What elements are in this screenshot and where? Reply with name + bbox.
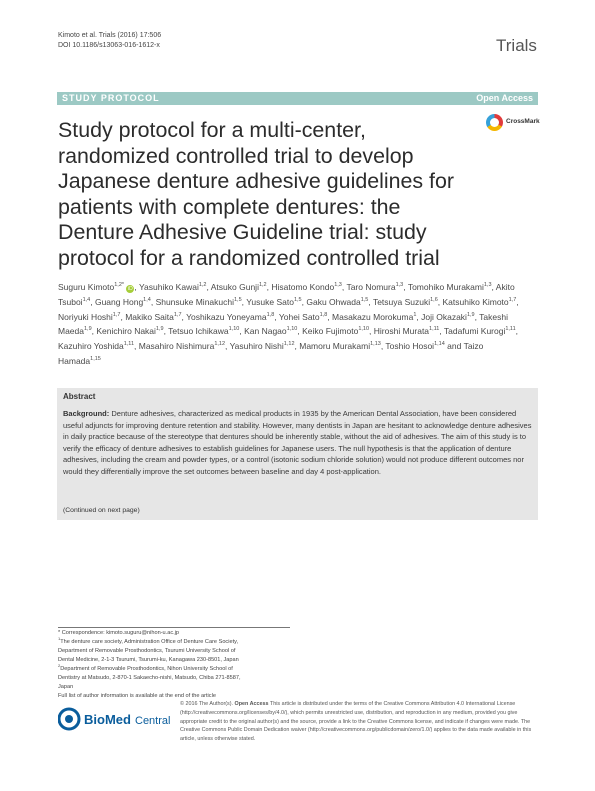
author-name[interactable]: Kan Nagao [244,326,287,337]
author-name[interactable]: Katsuhiko Kimoto [442,296,509,307]
affiliation-2-line: Japan [58,684,74,690]
author-affiliation: 1,12 [214,341,226,348]
author-affiliation: 1 [413,311,417,318]
author-affiliation: 1,13 [370,341,381,348]
author-name[interactable]: Tetsuo Ichikawa [168,326,229,337]
author-name[interactable]: Joji Okazaki [421,311,467,322]
author-affiliation: 1,5 [360,296,369,303]
doi-line: DOI 10.1186/s13063-016-1612-x [58,42,160,49]
author-name[interactable]: Keiko Fujimoto [302,326,359,337]
affiliation-2-line: Dentistry at Matsudo, 2-870-1 Sakaecho-nishi, Matsudo, Chiba 271-8587, [58,675,241,681]
author-affiliation: 1,6 [430,296,438,303]
author-affiliation: 1,8 [319,311,328,318]
author-affiliation: 1,10 [358,326,370,333]
abstract-box [57,388,538,520]
author-affiliation: 1,9 [155,326,164,333]
author-affiliation: 1,15 [90,355,101,362]
footnote-divider [58,627,290,628]
author-name[interactable]: Makiko Saita [125,311,174,322]
author-affiliation: 1,2* [114,282,125,288]
article-type-label: STUDY PROTOCOL [62,93,160,103]
journal-name: Trials [496,36,537,55]
author-name[interactable]: Guang Hong [94,296,144,307]
author-name[interactable]: Yasuhiro Nishi [229,341,284,352]
abstract-background [63,408,533,477]
author-name[interactable]: Gaku Ohwada [306,296,361,307]
author-name[interactable]: Masahiro Nishimura [138,341,215,352]
affiliation-2-line: $^2$Department of Removable Prosthodontics, Nihon University School of [58,663,233,672]
author-affiliation: 1,8 [266,311,275,318]
article-type-banner [57,92,538,105]
background-text: Denture adhesives, characterized as medical products in 1935 by the American Dental Association, have been considered useful adjuncts for improving denture retention and stability. However, many dentists in Japan are hesitant to acknowledge denture adhesives in daily practice because of the stereotype that dentures should be inherently stable, without the aid of adhesives. The aim of this study is to verify the efficacy of denture adhesives to establish guidelines for Japanese users. The null hypothesis is that the application of denture adhesives, including the cream and powder types, or a control (isotonic sodium chloride solution) would not produce different outcomes nor would they differentially improve the set outcomes between baseline and day 4 post-application. [63,409,532,476]
author-affiliation: 1,4 [143,296,151,303]
open-access-label: Open Access [476,93,533,103]
copyright: © 2016 The Author(s). [180,701,234,707]
author-name[interactable]: Tetsuya Suzuki [372,296,431,307]
biomed-central-logo[interactable] [58,706,173,732]
author-name[interactable]: Mamoru Murakami [299,341,371,352]
license-text: This article is distributed under the terms of the Creative Commons Attribution 4.0 International License (http://creativecommons.org/licenses/by/4.0/), which permits unrestricted use, distribution, and reproduction in any medium, provided you give appropriate credit to the original author(s) and the source, provide a link to the Creative Commons license, and indicate if changes were made. The Creative Commons Public Domain Dedication waiver (http://creativecommons.org/publicdomain/zero/1.0/) applies to the data made available in this article, unless otherwise stated. [180,701,532,743]
abstract-heading: Abstract [63,392,96,401]
author-name[interactable]: Akito Tsuboi [58,282,515,307]
publisher-name-bio: BioMed [84,712,131,727]
orcid-icon[interactable]: iD [128,286,133,292]
author-affiliation: 1,4 [82,296,91,303]
author-name[interactable]: Takeshi Maeda [58,311,508,337]
author-name[interactable]: Yohei Sato [278,311,320,322]
author-name[interactable]: Taro Nomura [346,282,396,292]
citation-line: Kimoto et al. Trials (2016) 17:506 [58,32,162,39]
correspondence-email[interactable]: * Correspondence: kimoto.suguru@nihon-u.ac.jp [58,630,180,636]
author-affiliation: 1,11 [123,341,134,348]
author-affiliation: 1,5 [293,296,302,303]
author-name[interactable]: Masakazu Morokuma [332,311,414,322]
author-affiliation: 1,10 [228,326,240,333]
author-name[interactable]: Hiroshi Murata [373,326,430,337]
author-name[interactable]: Yasuhiko Kawai [138,282,199,292]
continued-note: (Continued on next page) [63,507,140,514]
crossmark-icon [486,114,503,131]
author-affiliation: 1,9 [84,326,92,333]
open-access-label-small: Open Access [234,701,269,707]
citation-block [58,31,161,51]
crossmark-button[interactable] [486,114,546,134]
author-name[interactable]: Toshio Hosoi [385,341,435,352]
author-affiliation: 1,5 [234,296,242,303]
author-affiliation: 1,3 [483,282,492,288]
author-affiliation: 1,11 [429,326,440,333]
article-title: Study protocol for a multi-center, randomized controlled trial to develop Japanese denture adhesive guidelines for patients with complete dentures: the Denture Adhesive Guideline trial: study protocol for a randomized controlled trial [58,118,455,270]
author-affiliation: 1,7 [173,311,182,318]
author-name[interactable]: Shunsuke Minakuchi [155,296,234,307]
affiliation-1-line: Department of Removable Prosthodontics, Tsurumi University School of [58,648,236,654]
author-name[interactable]: Taizo Hamada [58,341,484,366]
author-name[interactable]: Yoshikazu Yoneyama [186,311,267,322]
author-name[interactable]: Hisatomo Kondo [271,282,335,292]
license-statement [180,700,540,744]
author-affiliation: 1,7 [112,311,121,318]
affiliation-1-line: Dental Medicine, 2-1-3 Tsurumi, Tsurumi-ku, Kanagawa 230-8501, Japan [58,657,239,663]
publisher-name-central: Central [135,715,171,727]
author-affiliation: 1,11 [505,326,516,333]
author-list: Suguru Kimoto$^{1,2*}$ iD , Yasuhiko Kawai$^{1,2}$, Atsuko Gunji$^{1,2}$, Hisatomo Kondo$^{1,3}$, Taro Nomura$^{1,3}$, Tomohiko Murakami$^{1,3}$, Akito Tsuboi$^{1,4}$, Guang Hong$^{1,4}$, Shunsuke Minakuchi$^{1,5}$, Yusuke Sato$^{1,5}$, Gaku Ohwada$^{1,5}$, Tetsuya Suzuki$^{1,6}$, Katsuhiko Kimoto$^{1,7}$, Noriyuki Hoshi$^{1,7}$, Makiko Saita$^{1,7}$, Yoshikazu Yoneyama$^{1,8}$, Yohei Sato$^{1,8}$, Masakazu Morokuma$^1$, Joji Okazaki$^{1,9}$, Takeshi Maeda$^{1,9}$, Kenichiro Nakai$^{1,9}$, Tetsuo Ichikawa$^{1,10}$, Kan Nagao$^{1,10}$, Keiko Fujimoto$^{1,10}$, Hiroshi Murata$^{1,11}$, Tadafumi Kurogi$^{1,11}$, Kazuhiro Yoshida$^{1,11}$, Masahiro Nishimura$^{1,12}$, Yasuhiro Nishi$^{1,12}$, Mamoru Murakami$^{1,13}$, Toshio Hosoi$^{1,14}$ and Taizo Hamada$^{1,15}$ [58,282,519,366]
author-name[interactable]: Suguru Kimoto [58,282,115,292]
author-affiliation: 1,14 [434,341,445,348]
author-name[interactable]: Atsuko Gunji [210,282,259,292]
author-name[interactable]: Noriyuki Hoshi [58,311,113,322]
author-name[interactable]: Yusuke Sato [246,296,294,307]
author-affiliation: 1,2 [198,282,207,288]
full-author-info-note: Full list of author information is available at the end of the article [58,693,216,699]
author-name[interactable]: Kazuhiro Yoshida [58,341,124,352]
author-affiliation: 1,7 [508,296,517,303]
affiliation-1-line: $^1$The denture care society, Administration Office of Denture Care Society, [58,636,239,645]
author-affiliation: 1,10 [286,326,298,333]
author-name[interactable]: Kenichiro Nakai [96,326,156,337]
author-name[interactable]: Tomohiko Murakami [407,282,484,292]
author-affiliation: 1,9 [466,311,475,318]
author-affiliation: 1,2 [258,282,267,288]
author-name[interactable]: Tadafumi Kurogi [443,326,506,337]
author-affiliation: 1,3 [334,282,342,288]
background-label: Background: [63,409,110,418]
crossmark-label: CrossMark [506,118,540,125]
author-affiliation: 1,3 [395,282,404,288]
author-affiliation: 1,12 [283,341,295,348]
footnotes [58,629,293,701]
